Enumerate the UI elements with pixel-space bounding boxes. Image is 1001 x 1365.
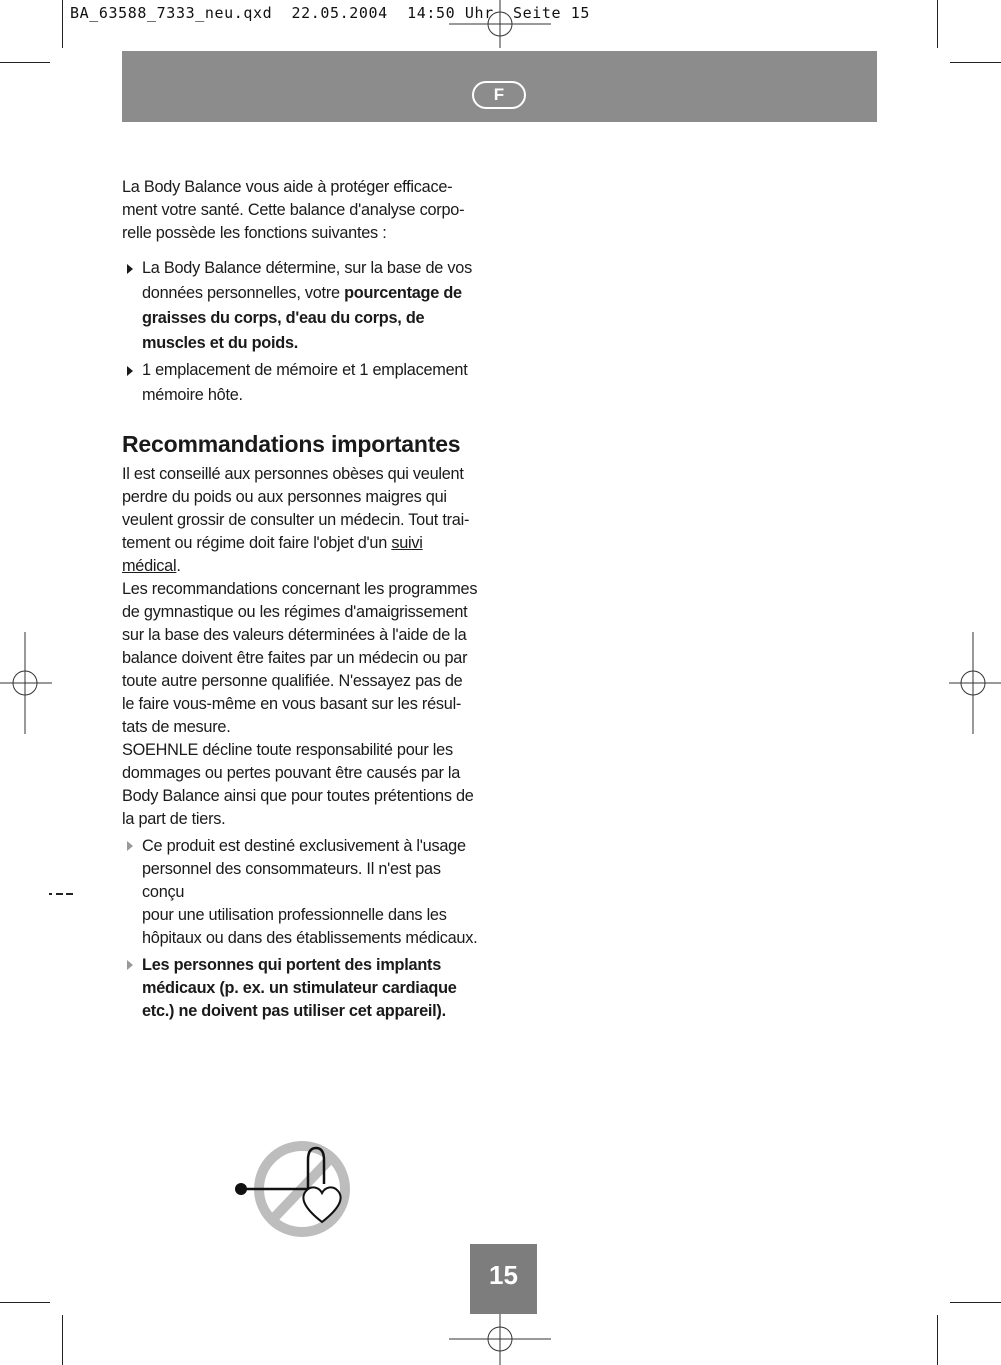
feature-text: mémoire hôte. bbox=[142, 386, 243, 404]
bullet-arrow-icon bbox=[127, 960, 133, 970]
fold-mark bbox=[49, 893, 74, 895]
crop-mark bbox=[950, 1302, 1001, 1303]
crop-mark bbox=[62, 0, 63, 48]
bullet-arrow-icon bbox=[127, 264, 133, 274]
text-line: balance doivent être faites par un médecin ou par bbox=[122, 649, 468, 667]
text-line: sur la base des valeurs déterminées à l'aide de la bbox=[122, 626, 467, 644]
registration-mark-icon bbox=[949, 632, 1001, 734]
crop-mark bbox=[937, 1315, 938, 1365]
no-pacemaker-icon bbox=[232, 1138, 356, 1242]
registration-mark-icon bbox=[449, 1314, 551, 1365]
warning-list-item bbox=[122, 835, 487, 950]
text-line: dommages ou pertes pouvant être causés par la bbox=[122, 764, 461, 782]
text-line: tats de mesure. bbox=[122, 718, 231, 736]
feature-bold-text: pourcentage de bbox=[344, 284, 462, 302]
feature-list-item bbox=[122, 256, 487, 356]
text-line: médicaux (p. ex. un stimulateur cardiaque bbox=[142, 979, 457, 997]
paragraph-liability bbox=[122, 739, 487, 831]
text-line: de gymnastique ou les régimes d'amaigrissement bbox=[122, 603, 468, 621]
text-line: perdre du poids ou aux personnes maigres qui bbox=[122, 488, 447, 506]
text-line: veulent grossir de consulter un médecin. Tout trai- bbox=[122, 511, 470, 529]
crop-mark bbox=[0, 62, 50, 63]
text-line: SOEHNLE décline toute responsabilité pour les bbox=[122, 741, 453, 759]
feature-list-item bbox=[122, 358, 487, 408]
paragraph-recommendations bbox=[122, 578, 487, 739]
bullet-arrow-icon bbox=[127, 366, 133, 376]
language-badge: F bbox=[472, 81, 526, 109]
text-line: tement ou régime doit faire l'objet d'un bbox=[122, 534, 388, 552]
text-line: personnel des consommateurs. Il n'est pas conçu bbox=[142, 860, 441, 901]
text-line: toute autre personne qualifiée. N'essayez pas de bbox=[122, 672, 463, 690]
warning-list-item bbox=[122, 954, 487, 1023]
text-line: Les personnes qui portent des implants bbox=[142, 956, 441, 974]
text-column bbox=[122, 176, 487, 1023]
underlined-term: médical bbox=[122, 557, 177, 575]
crop-mark bbox=[950, 62, 1001, 63]
text-line: etc.) ne doivent pas utiliser cet appareil). bbox=[142, 1002, 446, 1020]
crop-mark bbox=[0, 1302, 50, 1303]
crop-mark bbox=[937, 0, 938, 48]
text-line: Body Balance ainsi que pour toutes prétentions de bbox=[122, 787, 474, 805]
print-slug: BA_63588_7333_neu.qxd 22.05.2004 14:50 Uhr Seite 15 bbox=[70, 4, 591, 22]
bullet-arrow-icon bbox=[127, 841, 133, 851]
crop-mark bbox=[62, 1315, 63, 1365]
registration-mark-icon bbox=[0, 632, 52, 734]
registration-mark-icon bbox=[449, 0, 551, 50]
paragraph-medical-advice: Il est conseillé aux personnes obèses qui veulent perdre du poids ou aux personnes maigres qui veulent grossir de consulter un médecin. Tout trai- tement ou régime doit faire l'objet d'un suivi médical. bbox=[122, 465, 470, 575]
text-line: pour une utilisation professionnelle dans les bbox=[142, 906, 447, 924]
text-line: Il est conseillé aux personnes obèses qui veulent bbox=[122, 465, 464, 483]
underlined-term: suivi bbox=[391, 534, 423, 552]
text-line: Ce produit est destiné exclusivement à l'usage bbox=[142, 837, 466, 855]
page-number: 15 bbox=[470, 1244, 537, 1314]
text-line: le faire vous-même en vous basant sur les résul- bbox=[122, 695, 462, 713]
feature-bold-text: graisses du corps, d'eau du corps, de bbox=[142, 309, 425, 327]
text-line: hôpitaux ou dans des établissements médicaux. bbox=[142, 929, 478, 947]
intro-paragraph: La Body Balance vous aide à protéger efficace-ment votre santé. Cette balance d'analyse corpo-relle possède les fonctions suivantes : bbox=[122, 178, 465, 242]
feature-text: 1 emplacement de mémoire et 1 emplacement bbox=[142, 361, 468, 379]
feature-text: données personnelles, votre bbox=[142, 284, 340, 302]
feature-bold-text: muscles et du poids. bbox=[142, 334, 299, 352]
text-line: la part de tiers. bbox=[122, 810, 226, 828]
section-title: Recommandations importantes bbox=[122, 431, 461, 457]
text-line: Les recommandations concernant les programmes bbox=[122, 580, 478, 598]
feature-text: La Body Balance détermine, sur la base de vos bbox=[142, 259, 472, 277]
